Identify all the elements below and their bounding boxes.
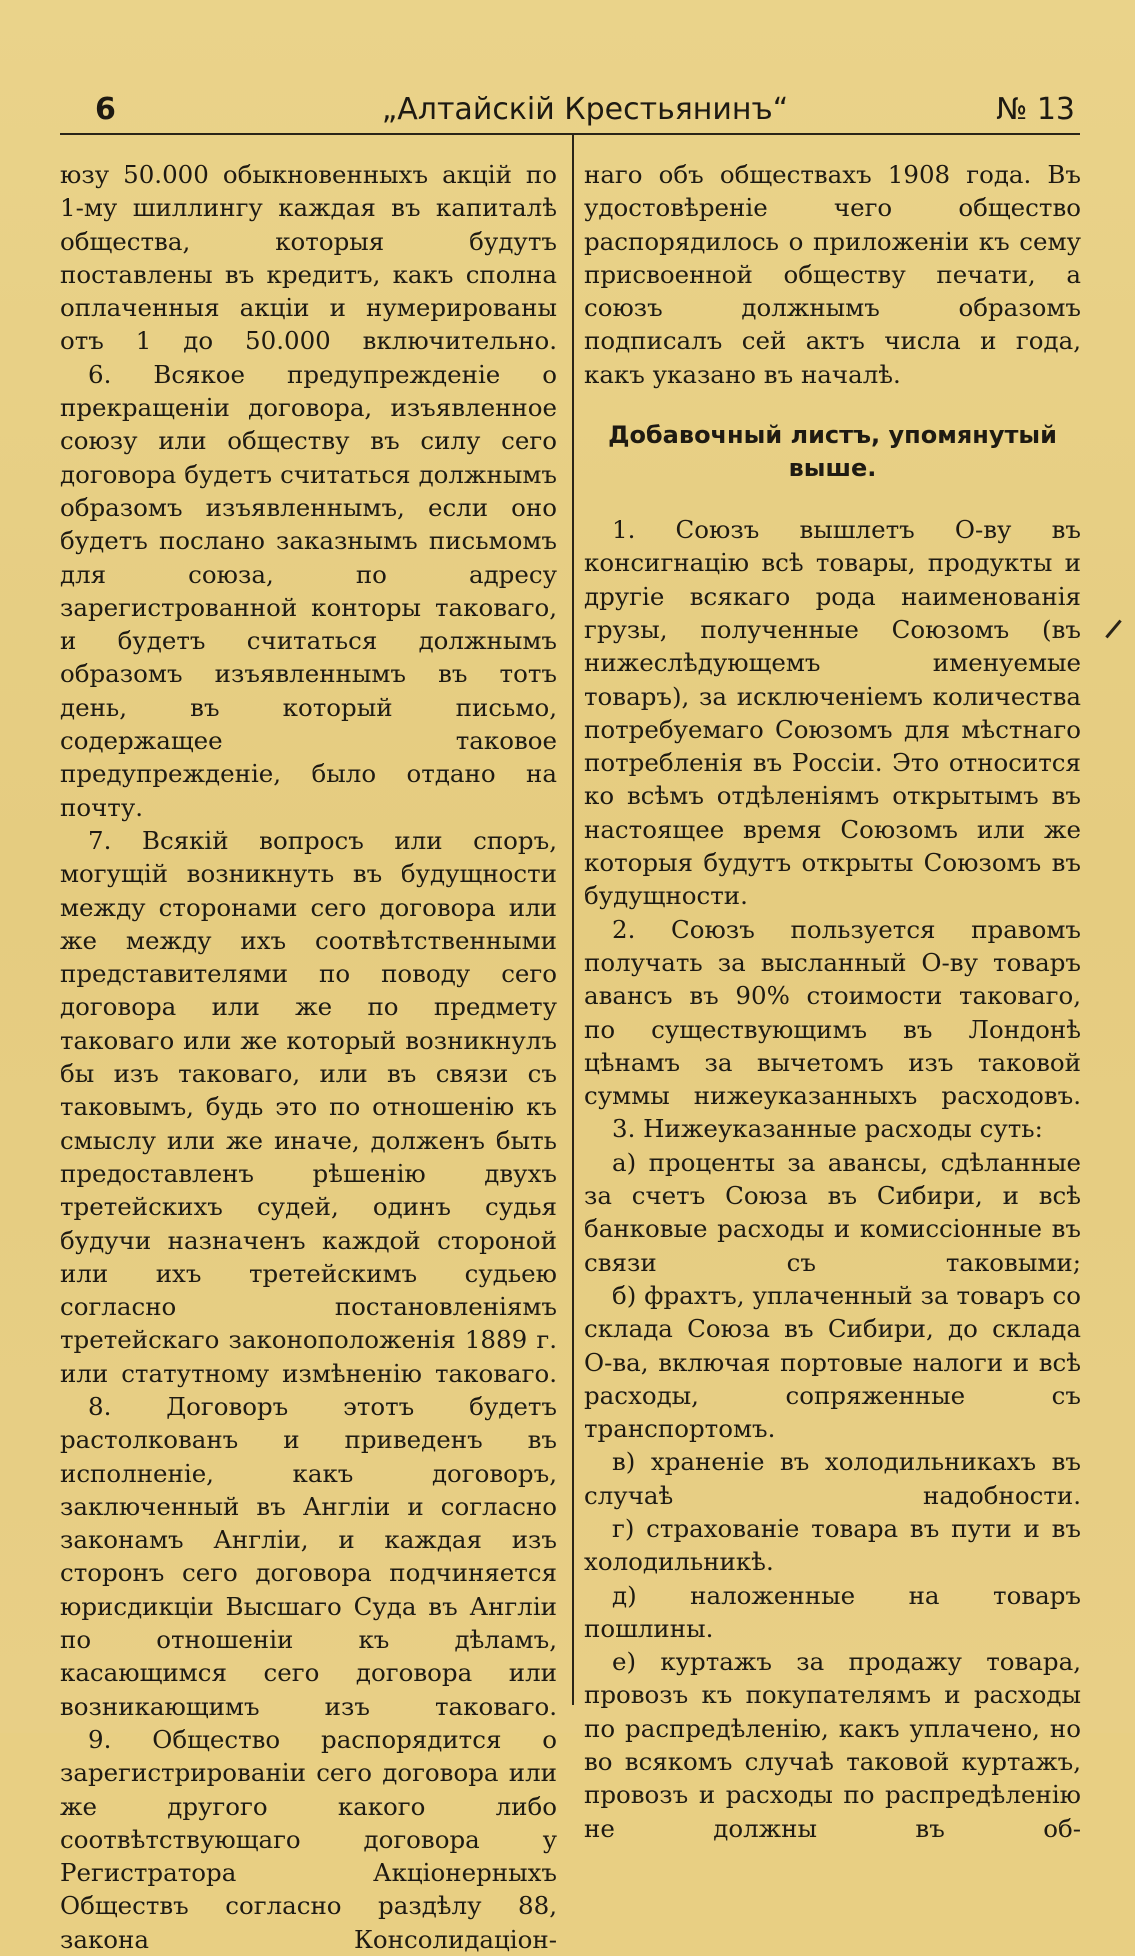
- page-header: [95, 92, 1075, 132]
- clause-1: 1. Союзъ вышлетъ О-ву въ консигнацію всѣ товары, продукты и другіе всякаго рода наименованія грузы, полученные Союзомъ (въ нижеслѣдующемъ именуемые товаръ), за исключеніемъ количества потребуемаго Союзомъ для мѣстнаго потребленія въ Россіи. Это относится ко всѣмъ отдѣленіямъ открытымъ въ настоящее время Союзомъ или же которыя будутъ открыты Союзомъ въ будущности.: [584, 515, 1081, 911]
- paragraph-5-continuation: юзу 50.000 обыкновенныхъ акцій по 1-му шиллингу каждая въ капиталѣ общества, которыя будутъ поставлены въ кредитъ, какъ сполна оплаченныя акціи и нумерированы отъ 1 до 50.000 включительно.: [60, 160, 557, 356]
- paragraph-8: 8. Договоръ этотъ будетъ растолкованъ и приведенъ въ исполненіе, какъ договоръ, заключенный въ Англіи и согласно законамъ Англіи, и каждая изъ сторонъ сего договора подчиняется юрисдикціи Высшаго Суда въ Англіи по отношеніи къ дѣламъ, касающимся сего договора или возникающимъ изъ таковаго.: [60, 1391, 557, 1721]
- clause-3a: а) проценты за авансы, сдѣланные за счетъ Союза въ Сибири, и всѣ банковые расходы и комиссіонные въ связи съ таковыми;: [584, 1147, 1081, 1277]
- paragraph-9: 9. Общество распорядится о зарегистрированіи сего договора или же другого какого либо соотвѣтствующаго договора у Регистратора Акціонерныхъ Обществъ согласно раздѣлу 88, закона Консолидаціон-: [60, 1724, 557, 1954]
- clause-3e: д) наложенные на товаръ пошлины.: [584, 1580, 1081, 1643]
- right-intro-paragraph: наго объ обществахъ 1908 года. Въ удостовѣреніе чего общество распорядилось о приложеніи къ сему присвоенной обществу печати, а союзъ должнымъ образомъ подписалъ сей актъ числа и года, какъ указано въ началѣ.: [584, 160, 1081, 389]
- clause-3: 3. Нижеуказанные расходы суть:: [612, 1114, 1043, 1144]
- column-divider: [572, 135, 574, 1705]
- paragraph-6: 6. Всякое предупрежденіе о прекращеніи договора, изъявленное союзу или обществу въ силу сего договора будетъ считаться должнымъ образомъ изъявленнымъ, если оно будетъ послано заказнымъ письмомъ для союза, по адресу зарегистрованной конторы таковаго, и будетъ считаться должнымъ образомъ изъявленнымъ въ тотъ день, въ который письмо, содержащее таковое предупрежденіе, было отдано на почту.: [60, 359, 557, 822]
- header-rule: [60, 133, 1080, 135]
- clause-3d: г) страхованіе товара въ пути и въ холодильникѣ.: [584, 1513, 1081, 1577]
- left-column: [60, 158, 557, 1956]
- margin-pencil-mark: [1105, 620, 1121, 639]
- section-heading: Добавочный листъ, упомянутый выше.: [608, 421, 1057, 483]
- newspaper-title: „Алтайскій Крестьянинъ“: [381, 92, 789, 127]
- clause-3c: в) храненіе въ холодильникахъ въ случаѣ надобности.: [584, 1447, 1081, 1510]
- right-column: [584, 158, 1081, 1845]
- paragraph-7: 7. Всякій вопросъ или споръ, могущій возникнуть въ будущности между сторонами сего договора или же между ихъ соотвѣтственными представителями по поводу сего договора или же по предмету таковаго или же который возникнулъ бы изъ таковаго, или въ связи съ таковымъ, будь это по отношенію къ смыслу или же иначе, долженъ быть предоставленъ рѣшенію двухъ третейскихъ судей, одинъ судья будучи назначенъ каждой стороной или ихъ третейскимъ судьею согласно постановленіямъ третейскаго законоположенія 1889 г. или статутному измѣненію таковаго.: [60, 825, 557, 1388]
- issue-number: № 13: [996, 92, 1075, 127]
- clause-3f: е) куртажъ за продажу товара, провозъ къ покупателямъ и расходы по распредѣленію, какъ уплачено, но во всякомъ случаѣ таковой куртажъ, провозъ и расходы по распредѣленію не должны въ об-: [584, 1647, 1081, 1843]
- clause-3b: б) фрахтъ, уплаченный за товаръ со склада Союза въ Сибири, до склада О-ва, включая портовые налоги и всѣ расходы, сопряженные съ транспортомъ.: [584, 1280, 1081, 1444]
- page-number: 6: [95, 92, 116, 127]
- clause-2: 2. Союзъ пользуется правомъ получать за высланный О-ву товаръ авансъ въ 90% стоимости таковаго, по существующимъ въ Лондонѣ цѣнамъ за вычетомъ изъ таковой суммы нижеуказанныхъ расходовъ.: [584, 914, 1081, 1111]
